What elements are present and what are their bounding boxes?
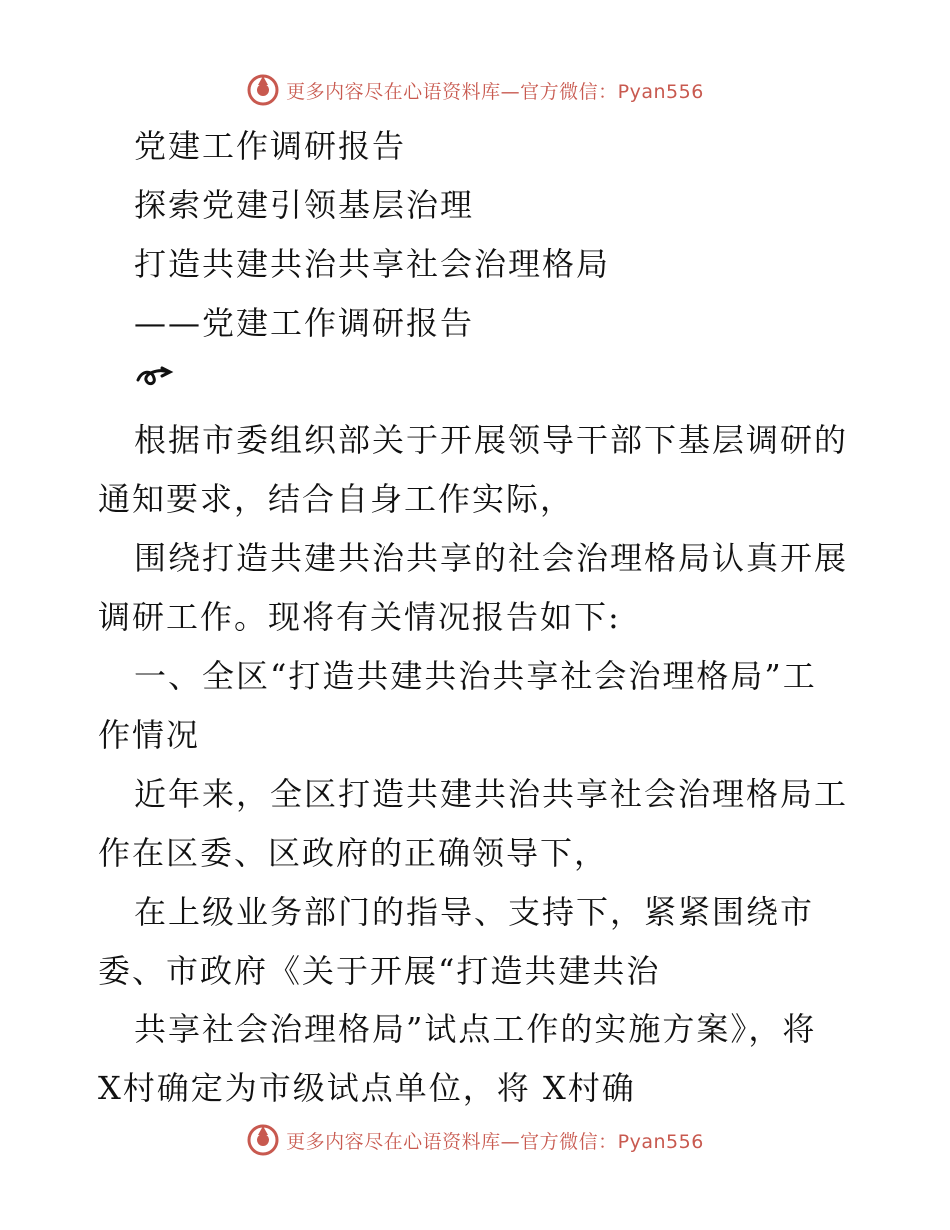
section-heading: 一、全区“打造共建共治共享社会治理格局”工: [134, 657, 817, 695]
paragraph-line: 通知要求，结合自身工作实际，: [98, 480, 575, 518]
ornament-icon: [134, 362, 174, 390]
doc-subtitle: 探索党建引领基层治理: [134, 186, 475, 224]
paragraph-line: 在上级业务部门的指导、支持下，紧紧围绕市: [134, 893, 815, 931]
paragraph-line: 根据市委组织部关于开展领导干部下基层调研的: [134, 421, 849, 459]
logo-icon: [246, 73, 280, 107]
header-watermark: [0, 70, 950, 110]
paragraph-line: 作在区委、区政府的正确领导下，: [98, 834, 609, 872]
paragraph-line: 共享社会治理格局”试点工作的实施方案》，将: [134, 1010, 817, 1048]
section-heading: 作情况: [98, 716, 201, 754]
paragraph-line: 近年来，全区打造共建共治共享社会治理格局工: [134, 775, 849, 813]
watermark-text: 更多内容尽在心语资料库—官方微信：Pyan556: [286, 1130, 704, 1153]
paragraph-line: X村确定为市级试点单位，将 X村确: [98, 1069, 636, 1107]
doc-title: 党建工作调研报告: [134, 127, 407, 165]
logo-icon: [246, 1123, 280, 1157]
paragraph-line: 调研工作。现将有关情况报告如下:: [98, 598, 621, 636]
footer-watermark: [0, 1120, 950, 1160]
paragraph-line: 委、市政府《关于开展“打造共建共治: [98, 952, 661, 990]
doc-subtitle: 打造共建共治共享社会治理格局: [134, 245, 611, 283]
watermark-text: 更多内容尽在心语资料库—官方微信：Pyan556: [286, 80, 704, 103]
paragraph-line: 围绕打造共建共治共享的社会治理格局认真开展: [134, 539, 849, 577]
doc-subtitle: ——党建工作调研报告: [134, 304, 475, 342]
